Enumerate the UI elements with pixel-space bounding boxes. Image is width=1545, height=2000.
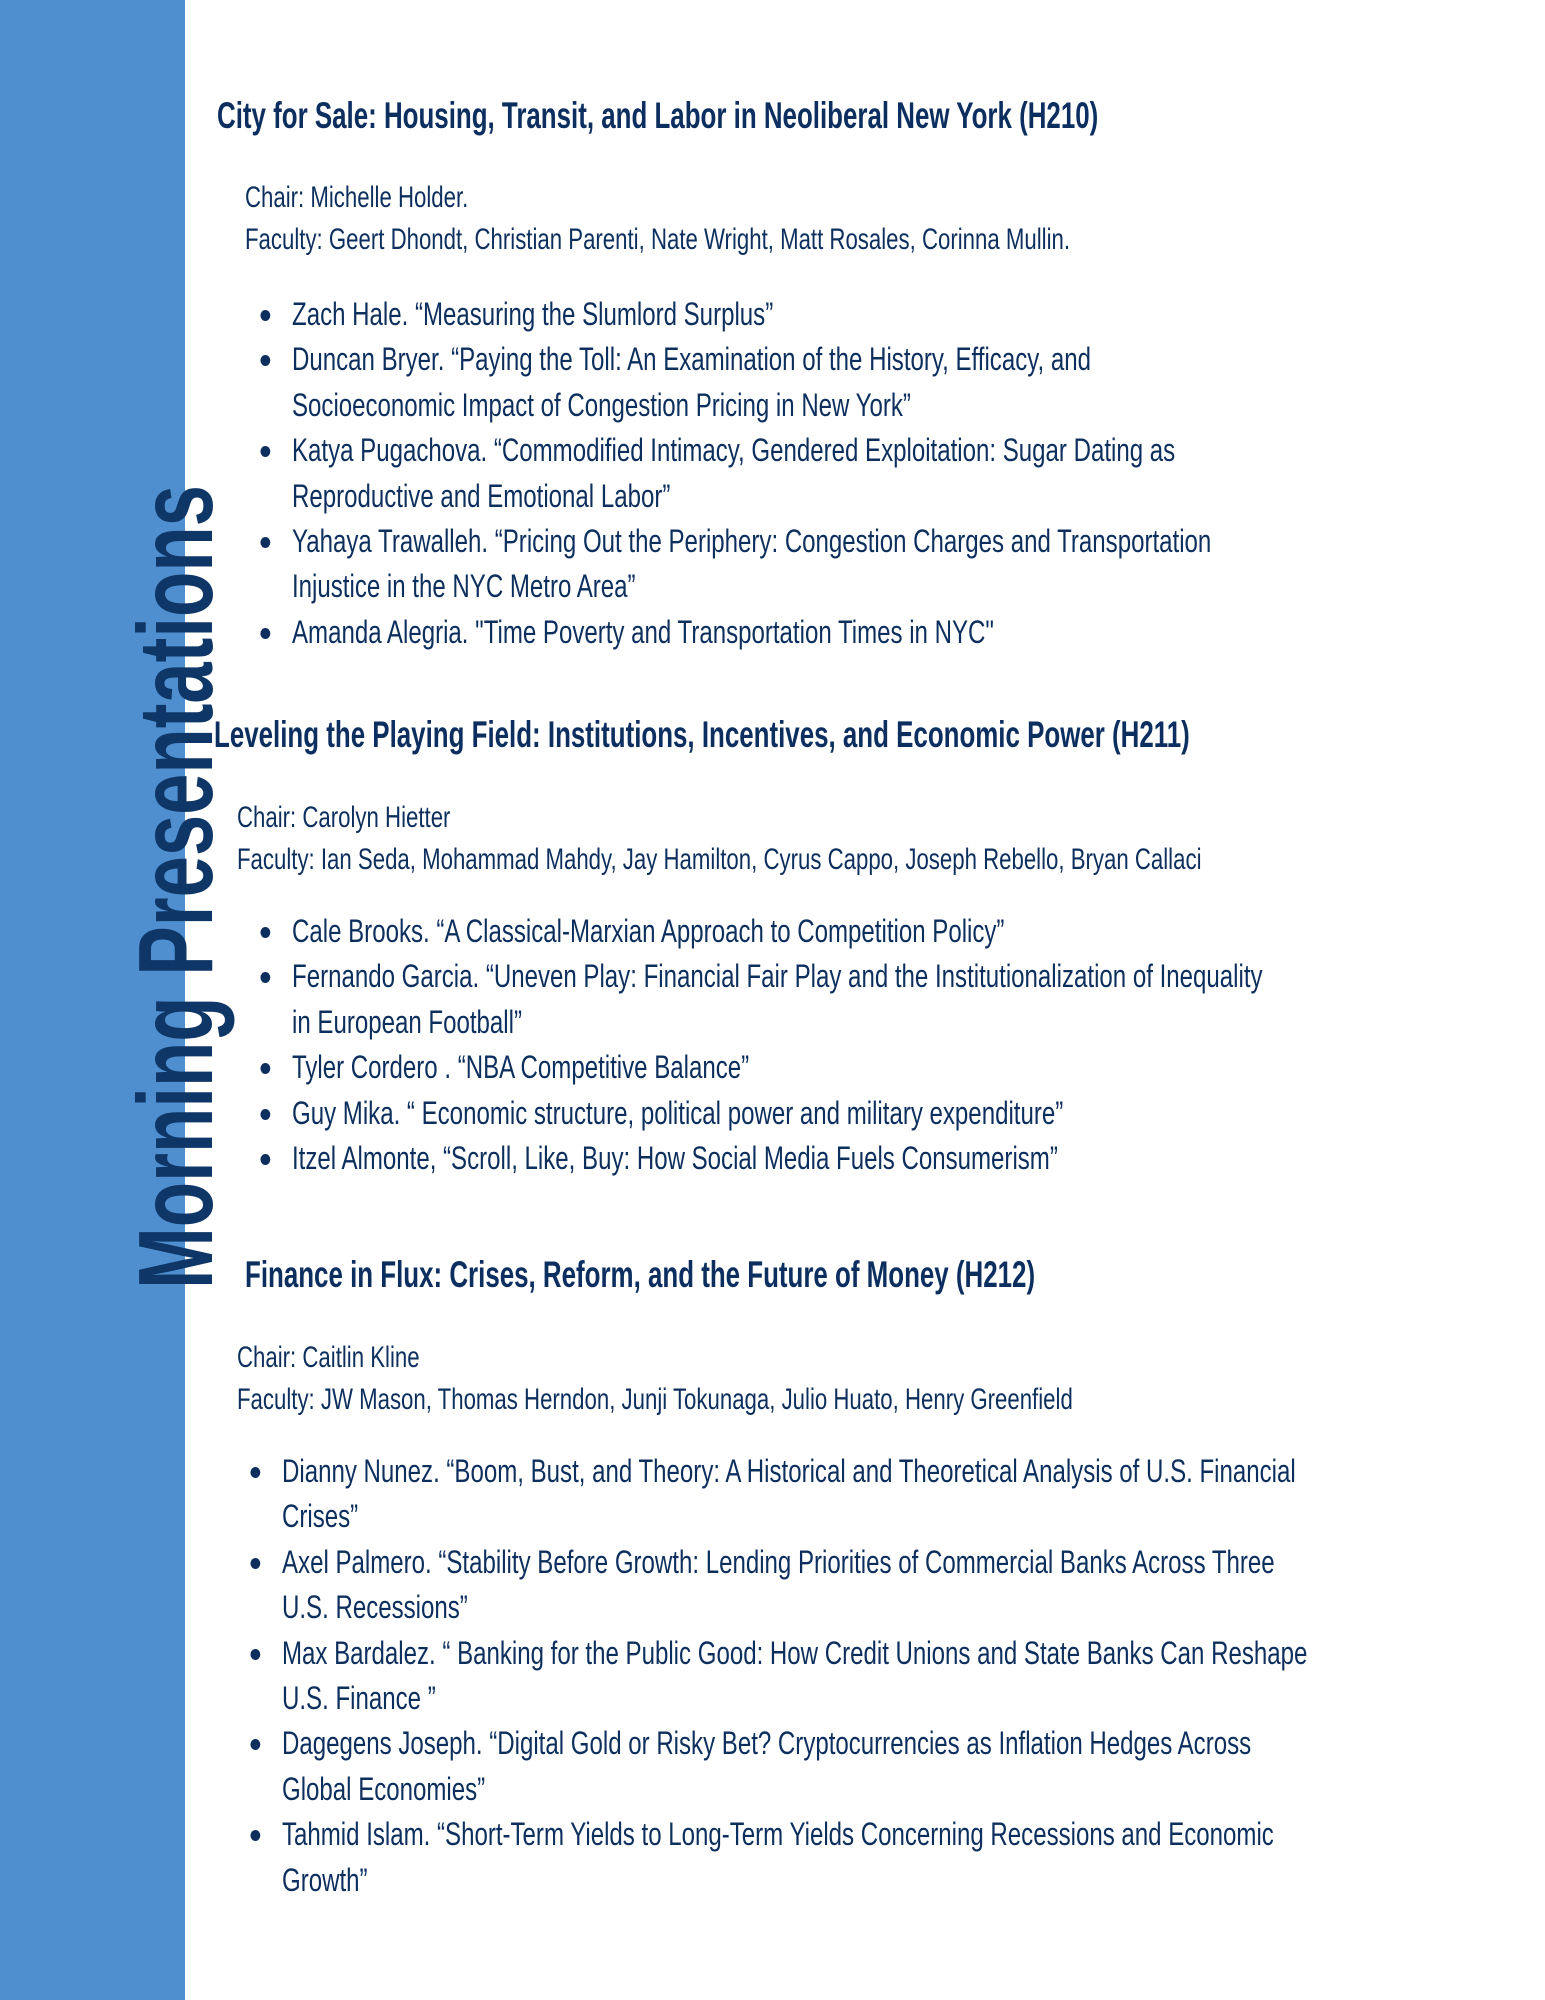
sidebar-band xyxy=(0,0,235,2000)
bullet-icon xyxy=(260,355,270,366)
presentation-item xyxy=(282,1812,1318,1903)
bullet-icon xyxy=(260,1154,270,1165)
presentation-item xyxy=(282,1721,1318,1812)
presentation-text: Katya Pugachova. “Commodified Intimacy, Gendered Exploitation: Sugar Dating as Reproductive and Emotional Labor” xyxy=(292,432,1176,514)
session-meta xyxy=(245,177,1070,261)
bullet-icon xyxy=(260,446,270,457)
bullet-icon xyxy=(250,1830,260,1841)
bullet-icon xyxy=(260,628,270,639)
session-chair: Chair: Caitlin Kline xyxy=(237,1341,420,1374)
bullet-icon xyxy=(260,972,270,983)
presentation-text: Zach Hale. “Measuring the Slumlord Surplus” xyxy=(292,296,774,332)
presentation-item xyxy=(282,1540,1318,1631)
session-meta xyxy=(237,797,1201,881)
presentation-text: Itzel Almonte, “Scroll, Like, Buy: How Social Media Fuels Consumerism” xyxy=(292,1140,1058,1177)
presentation-item xyxy=(282,1631,1318,1722)
presentation-list xyxy=(292,909,1269,1181)
bullet-icon xyxy=(260,927,270,938)
session-heading: City for Sale: Housing, Transit, and Labor in Neoliberal New York (H210) xyxy=(217,95,1099,136)
session-chair: Chair: Michelle Holder. xyxy=(245,181,469,214)
presentation-item xyxy=(292,1045,1269,1090)
presentation-text: Dianny Nunez. “Boom, Bust, and Theory: A Historical and Theoretical Analysis of U.S. Financial Crises” xyxy=(282,1453,1296,1535)
session-heading: Leveling the Playing Field: Institutions, Incentives, and Economic Power (H211) xyxy=(214,714,1190,755)
presentation-list xyxy=(292,292,1232,655)
presentation-text: Amanda Alegria. "Time Poverty and Transportation Times in NYC" xyxy=(292,613,994,650)
bullet-icon xyxy=(260,1109,270,1120)
presentation-item xyxy=(292,1091,1269,1136)
session-chair: Chair: Carolyn Hietter xyxy=(237,801,451,834)
presentation-text: Duncan Bryer. “Paying the Toll: An Examination of the History, Efficacy, and Socioeconomic Impact of Congestion Pricing in New York” xyxy=(292,341,1091,423)
presentation-item xyxy=(292,954,1269,1045)
session-heading: Finance in Flux: Crises, Reform, and the Future of Money (H212) xyxy=(245,1254,1036,1295)
presentation-text: Max Bardalez. “ Banking for the Public Good: How Credit Unions and State Banks Can Reshape U.S. Finance ” xyxy=(282,1634,1308,1717)
bullet-icon xyxy=(250,1649,260,1660)
presentation-text: Guy Mika. “ Economic structure, political power and military expenditure” xyxy=(292,1094,1064,1131)
presentation-text: Yahaya Trawalleh. “Pricing Out the Periphery: Congestion Charges and Transportation Injustice in the NYC Metro Area” xyxy=(292,523,1212,605)
presentation-item xyxy=(292,909,1269,954)
presentation-text: Cale Brooks. “A Classical-Marxian Approach to Competition Policy” xyxy=(292,913,1005,949)
presentation-text: Tahmid Islam. “Short-Term Yields to Long-Term Yields Concerning Recessions and Economic Growth” xyxy=(282,1816,1274,1898)
bullet-icon xyxy=(250,1467,260,1478)
bullet-icon xyxy=(260,537,270,548)
presentation-item xyxy=(292,519,1232,610)
presentation-item xyxy=(282,1449,1318,1540)
bullet-icon xyxy=(250,1558,260,1569)
session-meta xyxy=(237,1337,1073,1421)
presentation-text: Fernando Garcia. “Uneven Play: Financial Fair Play and the Institutionalization of Inequality in European Football” xyxy=(292,958,1263,1040)
session-faculty: Faculty: JW Mason, Thomas Herndon, Junji Tokunaga, Julio Huato, Henry Greenfield xyxy=(237,1383,1073,1416)
session-faculty: Faculty: Geert Dhondt, Christian Parenti, Nate Wright, Matt Rosales, Corinna Mullin. xyxy=(245,223,1071,256)
bullet-icon xyxy=(260,1063,270,1074)
presentation-text: Tyler Cordero . “NBA Competitive Balance” xyxy=(292,1049,750,1086)
presentation-item xyxy=(292,337,1232,428)
presentation-list xyxy=(282,1449,1318,1903)
presentation-item xyxy=(292,1136,1269,1181)
bullet-icon xyxy=(260,310,270,321)
session-faculty: Faculty: Ian Seda, Mohammad Mahdy, Jay Hamilton, Cyrus Cappo, Joseph Rebello, Bryan Callaci xyxy=(237,843,1202,876)
bullet-icon xyxy=(250,1739,260,1750)
presentation-item xyxy=(292,610,1232,655)
presentation-item xyxy=(292,292,1232,337)
presentation-text: Dagegens Joseph. “Digital Gold or Risky Bet? Cryptocurrencies as Inflation Hedges Across Global Economies” xyxy=(282,1725,1252,1807)
presentation-item xyxy=(292,428,1232,519)
sidebar-title: Morning Presentations xyxy=(117,485,235,1289)
presentation-text: Axel Palmero. “Stability Before Growth: Lending Priorities of Commercial Banks Across Three U.S. Recessions” xyxy=(282,1543,1275,1626)
